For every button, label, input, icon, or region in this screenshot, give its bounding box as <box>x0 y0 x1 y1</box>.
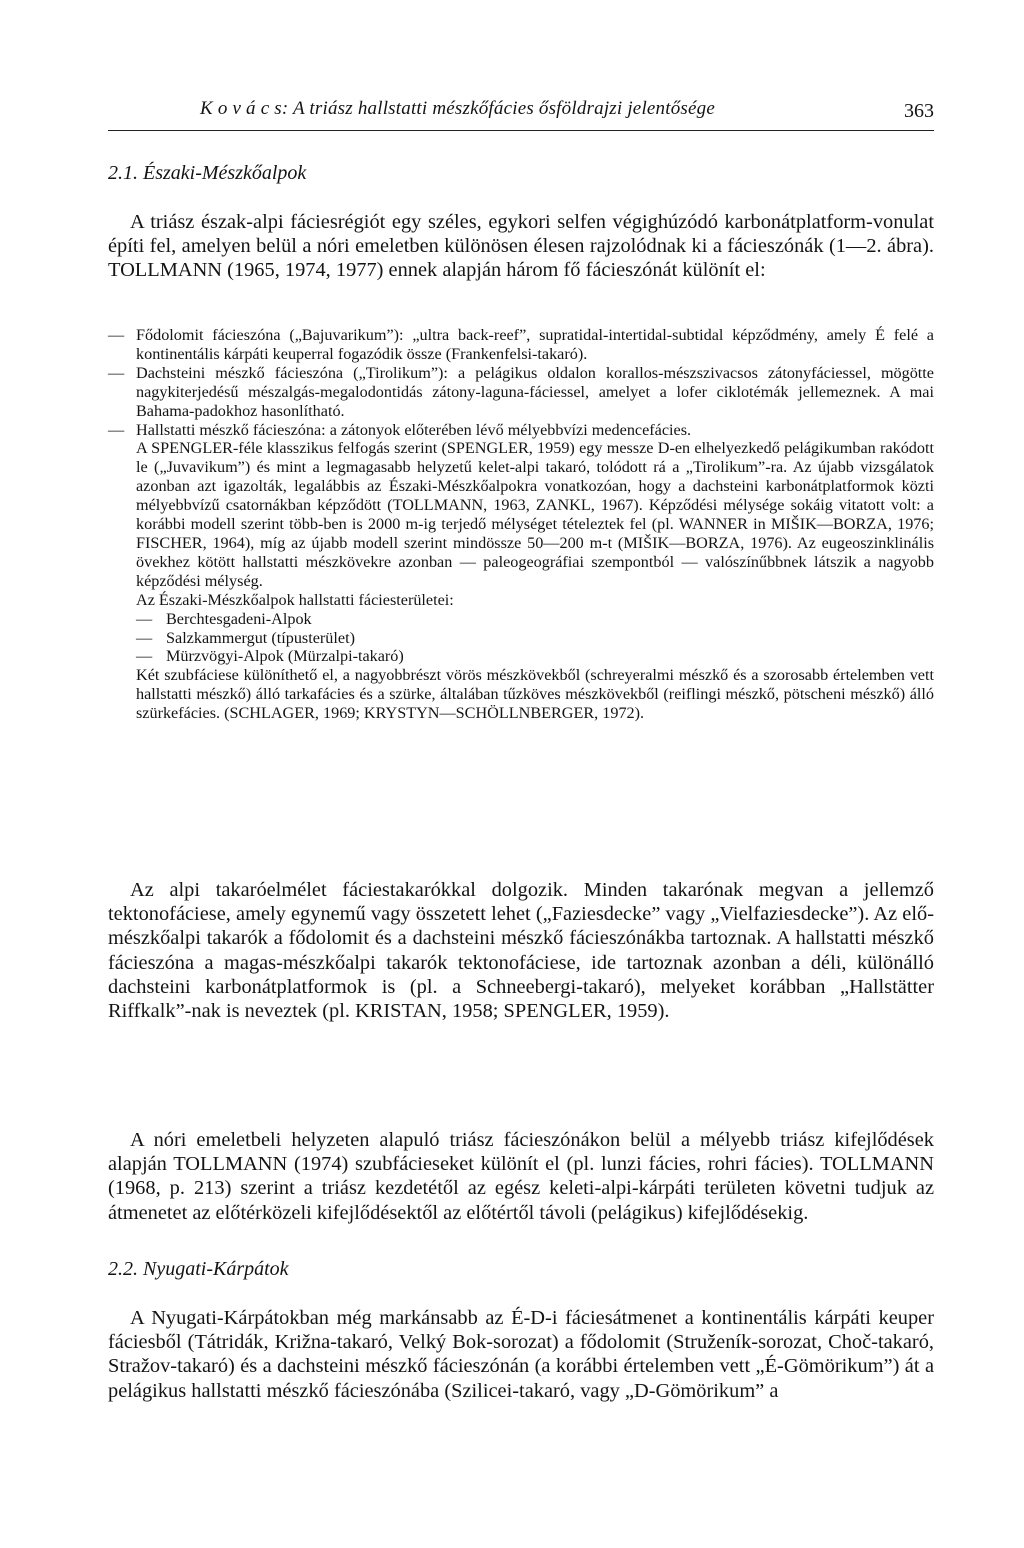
subfacies-paragraph: Két szubfáciese különíthető el, a nagyobbrészt vörös mészkövekből (schreyeralmi mészkő és a szorosabb értelemben vett hallstatti mészkő) álló tarkafácies és a szürke, általában tűzköves mészkövekből (reiflingi mészkő, pötscheni mészkő) álló szürkefácies. (SCHLAGER, 1969; KRYSTYN—SCHÖLLNBERGER, 1972). <box>136 666 934 723</box>
list-item: — Dachsteini mészkő fácieszóna („Tirolikum”): a pelágikus oldalon korallos-mészszivacsos zátonyfáciessel, mögötte nagykiterjedésű mészalgás-megalodontidás zátony-laguna-fáciessel, amelyet a lofer ciklotémák jellemeznek. A mai Bahama-padokhoz hasonlítható. <box>108 363 934 420</box>
list-dash: — <box>108 420 125 439</box>
carpathians-paragraph: A Nyugati-Kárpátokban még markánsabb az É-D-i fáciesátmenet a kontinentális kárpáti keuper fáciesből (Tátridák, Križna-takaró, Velký Bok-sorozat) a fődolomit (Struženík-sorozat, Choč-takaró, Stražov-takaró) és a dachsteini mészkő fácieszónán (a korábbi értelemben vett „É-Gömörikum”) át a pelágikus hallstatti mészkő fácieszónába (Szilicei-takaró, vagy „D-Gömörikum” a <box>108 1307 934 1402</box>
running-header <box>108 98 934 131</box>
facies-zone-list <box>108 326 934 723</box>
list-dash: — <box>136 647 153 666</box>
list-item: — Berchtesgadeni-Alpok <box>136 609 312 628</box>
takaro-paragraph: Az alpi takaróelmélet fáciestakarókkal dolgozik. Minden takarónak megvan a jellemző tektonofáciese, amely egynemű vagy összetett lehet („Faziesdecke” vagy „Vielfaziesdecke”). Az elő-mészkőalpi takarók a fődolomit és a dachsteini mészkő fácieszónákba tartoznak. A hallstatti mészkő fácieszóna a magas-mészkőalpi takarók tektonofáciese, ide tartoznak azonban a déli, különálló dachsteini karbonátplatformok is (pl. a Schneebergi-takaró), melyeket korábban „Hallstätter Riffkalk”-nak is neveztek (pl. KRISTAN, 1958; SPENGLER, 1959). <box>108 879 934 1023</box>
list-item: — Hallstatti mészkő fácieszóna: a zátonyok előterében lévő mélyebbvízi medencefácies. <box>108 420 692 439</box>
list-dash: — <box>136 628 153 647</box>
list-item: — Mürzvögyi-Alpok (Mürzalpi-takaró) <box>136 647 404 666</box>
list-dash: — <box>108 326 125 344</box>
spengler-paragraph: A SPENGLER-féle klasszikus felfogás szerint (SPENGLER, 1959) egy messze D-en elhelyezkedő pelágikumban rakódott le („Juvavikum”) és mint a legmagasabb helyzetű kelet-alpi takaró, tolódott rá a „Tirolikum”-ra. Az újabb vizsgálatok azonban azt igazolták, legalábbis az Északi-Mészkőalpokra vonatkozóan, hogy a dachsteini karbonátplatformok közti mélyebbvízű csatornákban képződött (TOLLMANN, 1963, ZANKL, 1967). Képződési mélysége sokáig vitatott volt: a korábbi modell szerint több-ben is 2000 m-ig terjedő mélységet tételeztek fel (pl. WANNER in MIŠIK—BORZA, 1976; FISCHER, 1964), míg az újabb modell szerint mindössze 50—200 m-t (MIŠIK—BORZA, 1976). Az eugeoszinklinális övekhez kötött hallstatti mészkövekre azonban — paleogeográfiai szempontból — valószínűbbnek látszik a nagyobb képződési mélység. <box>136 439 934 590</box>
intro-paragraph: A triász észak-alpi fáciesrégiót egy széles, egykori selfen végighúzódó karbonátplatform-vonulat építi fel, amelyen belül a nóri emeletben különösen élesen rajzolódnak ki a fácieszónák (1—2. ábra). TOLLMANN (1965, 1974, 1977) ennek alapján három fő fácieszónát különít el: <box>108 211 934 282</box>
nori-paragraph: A nóri emeletbeli helyzeten alapuló triász fácieszónákon belül a mélyebb triász kifejlődések alapján TOLLMANN (1974) szubfácieseket különít el (pl. lunzi fácies, rohri fácies). TOLLMANN (1968, p. 213) szerint a triász kezdetétől az egész keleti-alpi-kárpáti területen követni tudjuk az átmenetet az előtérközeli kifejlődésektől az előtértől távoli (pelágikus) kifejlődésekig. <box>108 1129 934 1224</box>
areas-intro: Az Északi-Mészkőalpok hallstatti fáciesterületei: <box>136 590 454 609</box>
running-head-title: K o v á c s: A triász hallstatti mészkőfácies ősföldrajzi jelentősége <box>200 98 715 119</box>
section-heading-2-1: 2.1. Északi-Mészkőalpok <box>108 162 307 184</box>
list-item: — Salzkammergut (típusterület) <box>136 628 355 647</box>
list-item: — Fődolomit fácieszóna („Bajuvarikum”): „ultra back-reef”, supratidal-intertidal-subtidal képződmény, amely É felé a kontinentális kárpáti keuperral fogazódik össze (Frankenfelsi-takaró). <box>108 326 934 363</box>
list-dash: — <box>136 609 153 628</box>
section-heading-2-2: 2.2. Nyugati-Kárpátok <box>108 1258 289 1280</box>
page-number: 363 <box>904 100 934 122</box>
list-dash: — <box>108 363 125 382</box>
